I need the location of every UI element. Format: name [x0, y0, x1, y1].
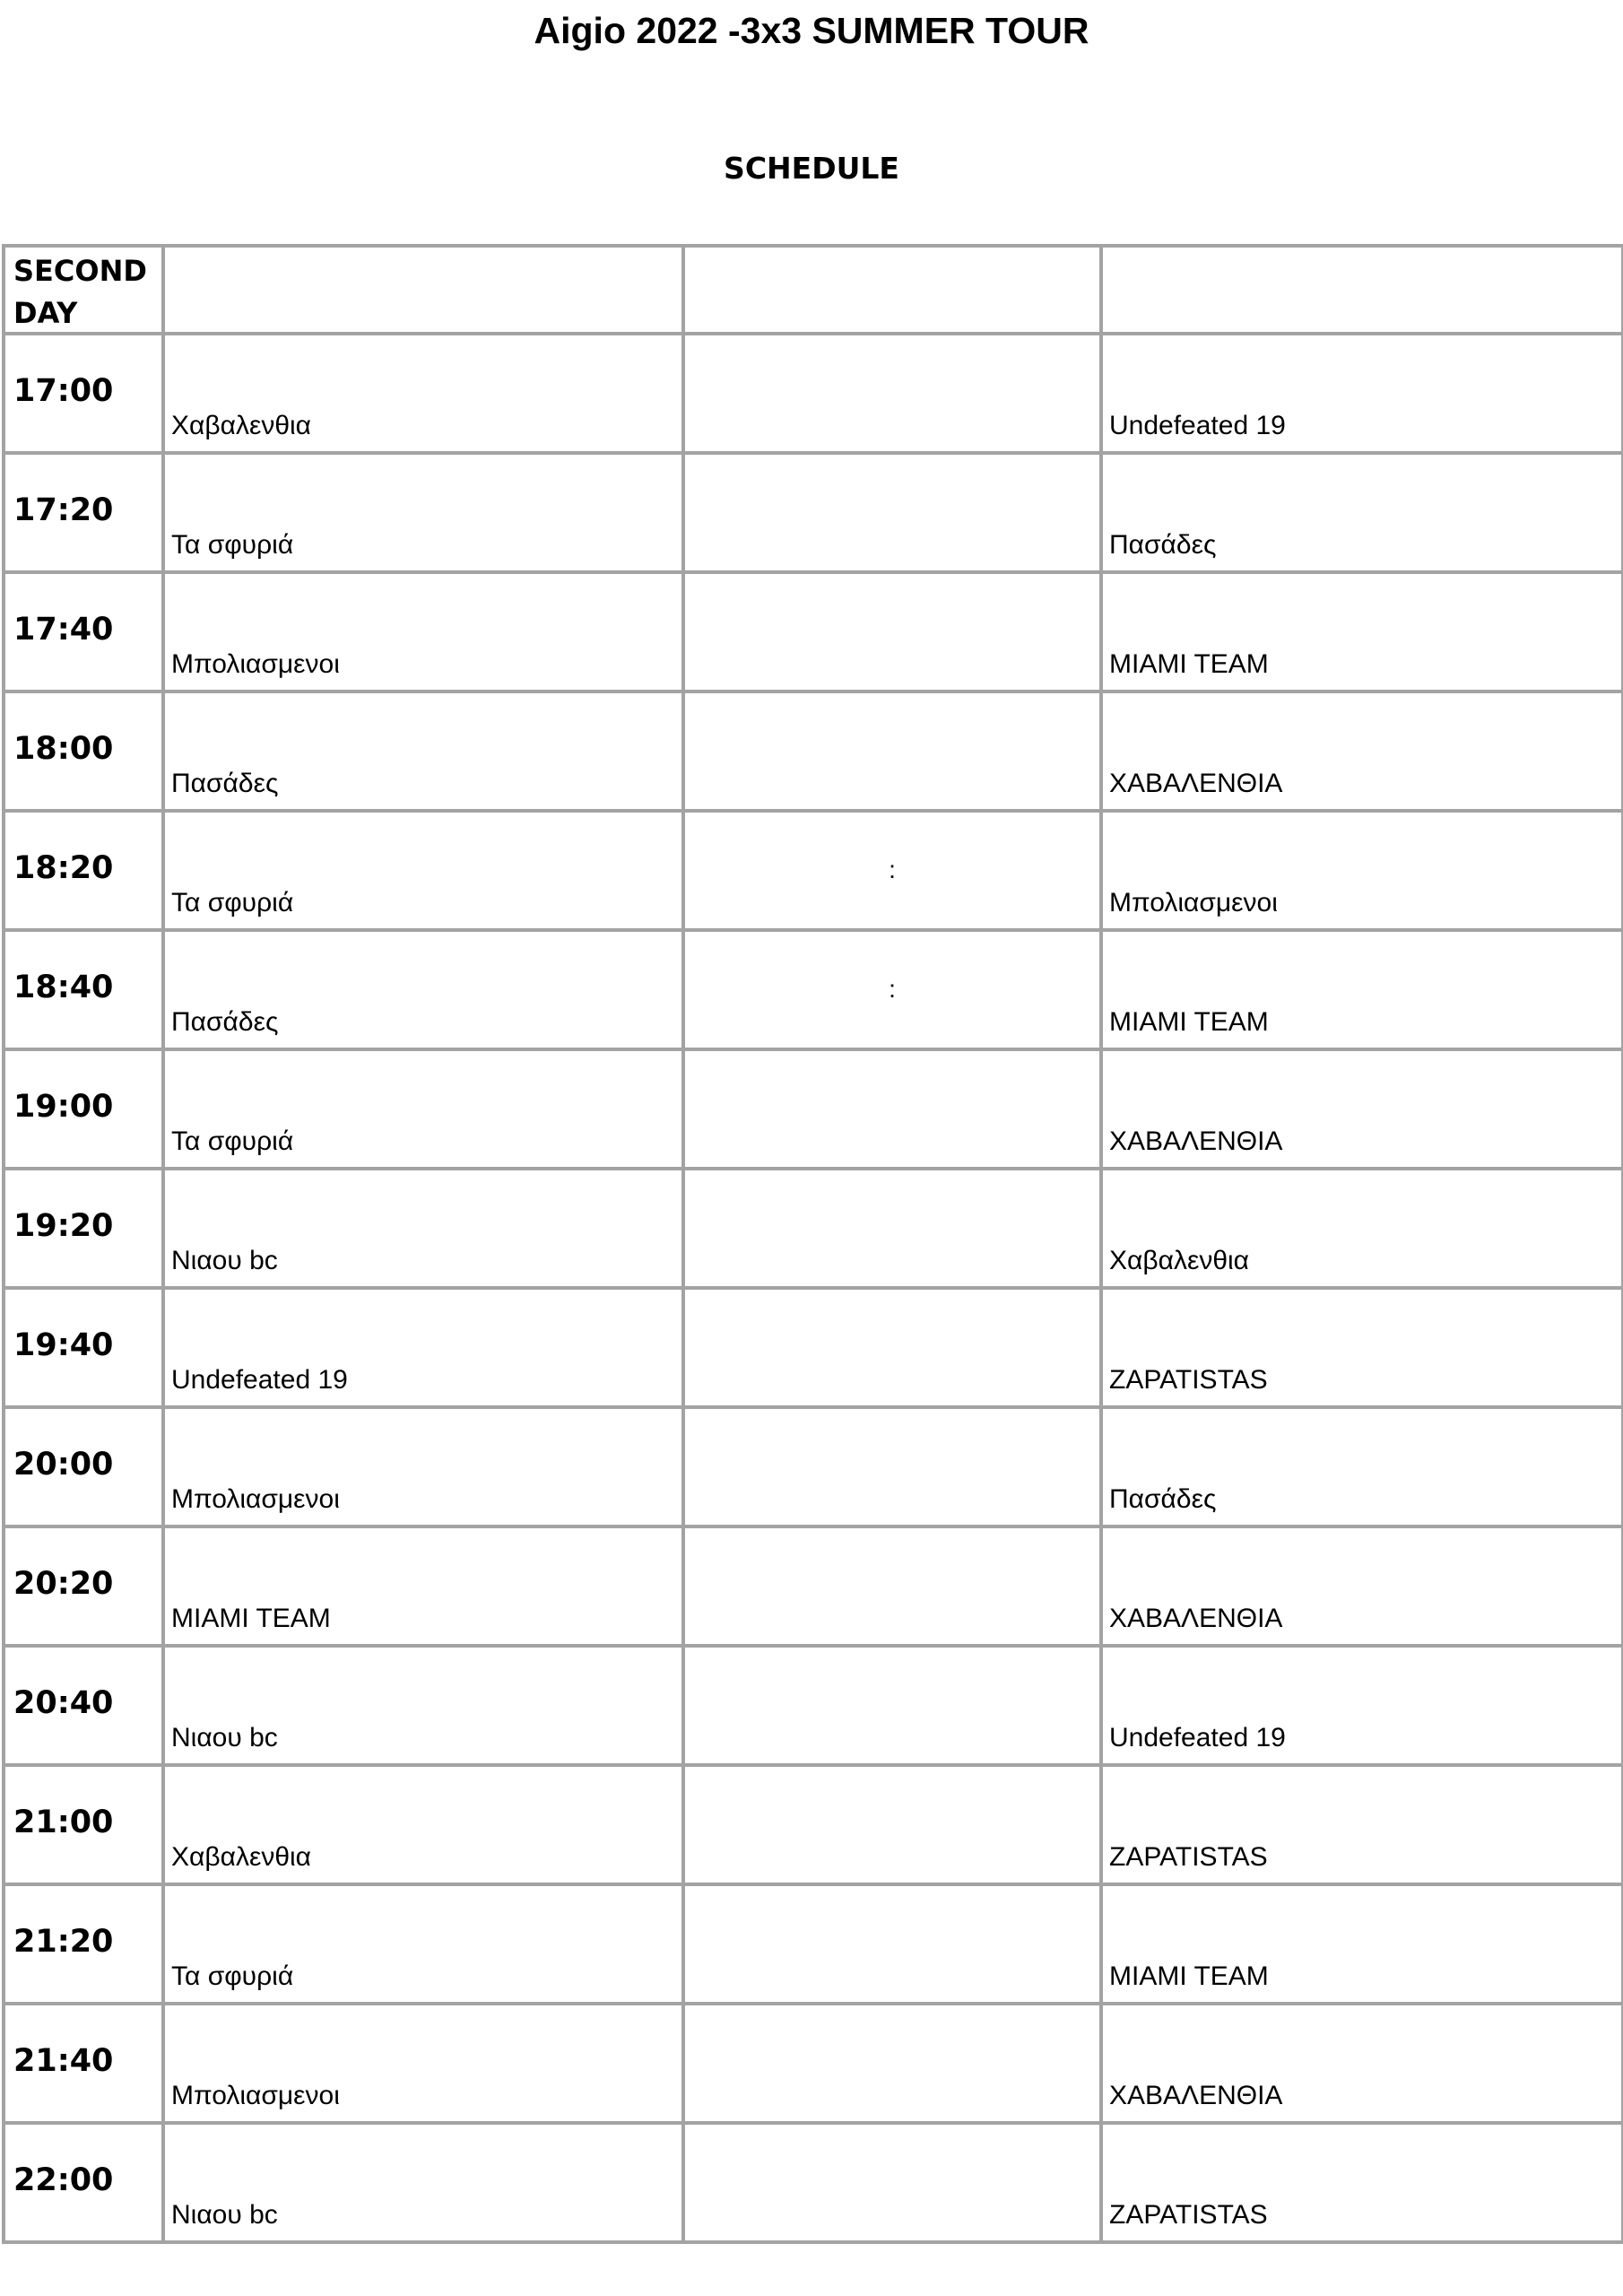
- score-cell: [683, 334, 1101, 453]
- home-team: Χαβαλενθια: [171, 411, 312, 440]
- home-team: Μπολιασμενοι: [171, 649, 340, 679]
- table-row: [4, 1765, 1623, 1884]
- time-cell: [4, 1884, 163, 2004]
- table-row: [4, 2123, 1623, 2242]
- table-row: [4, 2004, 1623, 2123]
- away-team: ZAPATISTAS: [1109, 1365, 1268, 1395]
- table-row: [4, 1288, 1623, 1407]
- away-team-cell: [1101, 811, 1623, 930]
- home-team-cell: [163, 1169, 683, 1288]
- home-team-cell: [163, 1049, 683, 1169]
- time-cell: [4, 691, 163, 811]
- time-cell: [4, 1765, 163, 1884]
- score-cell: [683, 1288, 1101, 1407]
- away-team-cell: [1101, 1288, 1623, 1407]
- match-time: 18:00: [13, 731, 114, 767]
- away-team-cell: [1101, 1049, 1623, 1169]
- away-team-cell: [1101, 2004, 1623, 2123]
- time-cell: [4, 2123, 163, 2242]
- home-team-cell: [163, 691, 683, 811]
- home-team: Νιαου bc: [171, 2200, 278, 2230]
- score-cell: [683, 1765, 1101, 1884]
- match-time: 18:40: [13, 970, 114, 1005]
- table-header-row: [4, 246, 1623, 334]
- header-cell-home: [163, 246, 683, 334]
- home-team: Νιαου bc: [171, 1723, 278, 1752]
- time-cell: [4, 572, 163, 691]
- home-team-cell: [163, 1646, 683, 1765]
- away-team: ΧΑΒΑΛΕΝΘΙΑ: [1109, 2081, 1283, 2110]
- match-time: 20:20: [13, 1566, 114, 1602]
- home-team-cell: [163, 1407, 683, 1526]
- away-team-cell: [1101, 453, 1623, 572]
- away-team: ZAPATISTAS: [1109, 2200, 1268, 2230]
- table-row: [4, 334, 1623, 453]
- time-cell: [4, 930, 163, 1049]
- away-team: ΧΑΒΑΛΕΝΘΙΑ: [1109, 1604, 1283, 1633]
- match-time: 19:20: [13, 1208, 114, 1244]
- away-team: MIAMI TEAM: [1109, 1007, 1269, 1037]
- score-cell: [683, 1646, 1101, 1765]
- away-team-cell: [1101, 1646, 1623, 1765]
- away-team-cell: [1101, 1884, 1623, 2004]
- home-team-cell: [163, 930, 683, 1049]
- table-row: [4, 1646, 1623, 1765]
- home-team: MIAMI TEAM: [171, 1604, 331, 1633]
- home-team: Χαβαλενθια: [171, 1842, 312, 1872]
- home-team: Undefeated 19: [171, 1365, 348, 1395]
- away-team-cell: [1101, 572, 1623, 691]
- home-team: Τα σφυριά: [171, 888, 294, 918]
- table-row: [4, 1884, 1623, 2004]
- time-cell: [4, 1646, 163, 1765]
- away-team: MIAMI TEAM: [1109, 649, 1269, 679]
- home-team-cell: [163, 1288, 683, 1407]
- home-team: Τα σφυριά: [171, 1961, 294, 1991]
- match-time: 19:40: [13, 1327, 114, 1363]
- away-team-cell: [1101, 1407, 1623, 1526]
- match-time: 21:20: [13, 1924, 114, 1960]
- away-team-cell: [1101, 334, 1623, 453]
- table-row: [4, 691, 1623, 811]
- time-cell: [4, 1049, 163, 1169]
- match-time: 21:00: [13, 1805, 114, 1840]
- time-cell: [4, 811, 163, 930]
- away-team: Χαβαλενθια: [1109, 1246, 1250, 1275]
- score-cell: [683, 1169, 1101, 1288]
- home-team-cell: [163, 2004, 683, 2123]
- table-row: [4, 1526, 1623, 1646]
- schedule-table-body: [4, 246, 1623, 2242]
- day-label: SECOND DAY: [13, 254, 147, 330]
- away-team: Undefeated 19: [1109, 411, 1286, 440]
- score-cell: [683, 1884, 1101, 2004]
- home-team: Μπολιασμενοι: [171, 2081, 340, 2110]
- away-team-cell: [1101, 1169, 1623, 1288]
- match-time: 17:00: [13, 373, 114, 409]
- time-cell: [4, 453, 163, 572]
- match-time: 21:40: [13, 2043, 114, 2079]
- away-team: Πασάδες: [1109, 530, 1217, 560]
- header-cell-day: [4, 246, 163, 334]
- away-team-cell: [1101, 1526, 1623, 1646]
- away-team-cell: [1101, 2123, 1623, 2242]
- home-team-cell: [163, 334, 683, 453]
- score-cell: [683, 2004, 1101, 2123]
- home-team: Πασάδες: [171, 1007, 279, 1037]
- home-team-cell: [163, 1884, 683, 2004]
- home-team-cell: [163, 2123, 683, 2242]
- table-row: [4, 1407, 1623, 1526]
- away-team: ΧΑΒΑΛΕΝΘΙΑ: [1109, 1126, 1283, 1156]
- match-score: :: [889, 856, 896, 883]
- time-cell: [4, 1169, 163, 1288]
- score-cell: [683, 691, 1101, 811]
- table-row: [4, 811, 1623, 930]
- header-cell-score: [683, 246, 1101, 334]
- away-team-cell: [1101, 930, 1623, 1049]
- away-team: Πασάδες: [1109, 1484, 1217, 1514]
- match-time: 18:20: [13, 850, 114, 886]
- document-title: Aigio 2022 -3x3 SUMMER TOUR: [534, 10, 1089, 51]
- away-team: MIAMI TEAM: [1109, 1961, 1269, 1991]
- time-cell: [4, 1407, 163, 1526]
- home-team: Νιαου bc: [171, 1246, 278, 1275]
- score-cell: [683, 572, 1101, 691]
- home-team: Τα σφυριά: [171, 530, 294, 560]
- score-cell: [683, 930, 1101, 1049]
- table-row: [4, 572, 1623, 691]
- match-time: 19:00: [13, 1089, 114, 1125]
- score-cell: [683, 1407, 1101, 1526]
- home-team-cell: [163, 1526, 683, 1646]
- home-team: Τα σφυριά: [171, 1126, 294, 1156]
- table-row: [4, 1049, 1623, 1169]
- home-team-cell: [163, 1765, 683, 1884]
- time-cell: [4, 2004, 163, 2123]
- header-cell-away: [1101, 246, 1623, 334]
- table-row: [4, 1169, 1623, 1288]
- home-team: Πασάδες: [171, 769, 279, 798]
- score-cell: [683, 2123, 1101, 2242]
- match-score: :: [889, 975, 896, 1003]
- schedule-heading: SCHEDULE: [724, 151, 899, 186]
- away-team: ΧΑΒΑΛΕΝΘΙΑ: [1109, 769, 1283, 798]
- time-cell: [4, 1526, 163, 1646]
- score-cell: [683, 1049, 1101, 1169]
- table-row: [4, 453, 1623, 572]
- match-time: 20:40: [13, 1685, 114, 1721]
- away-team-cell: [1101, 1765, 1623, 1884]
- match-time: 20:00: [13, 1447, 114, 1483]
- home-team: Μπολιασμενοι: [171, 1484, 340, 1514]
- away-team: Undefeated 19: [1109, 1723, 1286, 1752]
- score-cell: [683, 811, 1101, 930]
- match-time: 22:00: [13, 2162, 114, 2198]
- away-team-cell: [1101, 691, 1623, 811]
- away-team: Μπολιασμενοι: [1109, 888, 1278, 918]
- schedule-table: [2, 244, 1623, 2244]
- home-team-cell: [163, 572, 683, 691]
- home-team-cell: [163, 811, 683, 930]
- score-cell: [683, 1526, 1101, 1646]
- table-row: [4, 930, 1623, 1049]
- home-team-cell: [163, 453, 683, 572]
- match-time: 17:40: [13, 612, 114, 648]
- time-cell: [4, 1288, 163, 1407]
- match-time: 17:20: [13, 492, 114, 528]
- time-cell: [4, 334, 163, 453]
- score-cell: [683, 453, 1101, 572]
- away-team: ZAPATISTAS: [1109, 1842, 1268, 1872]
